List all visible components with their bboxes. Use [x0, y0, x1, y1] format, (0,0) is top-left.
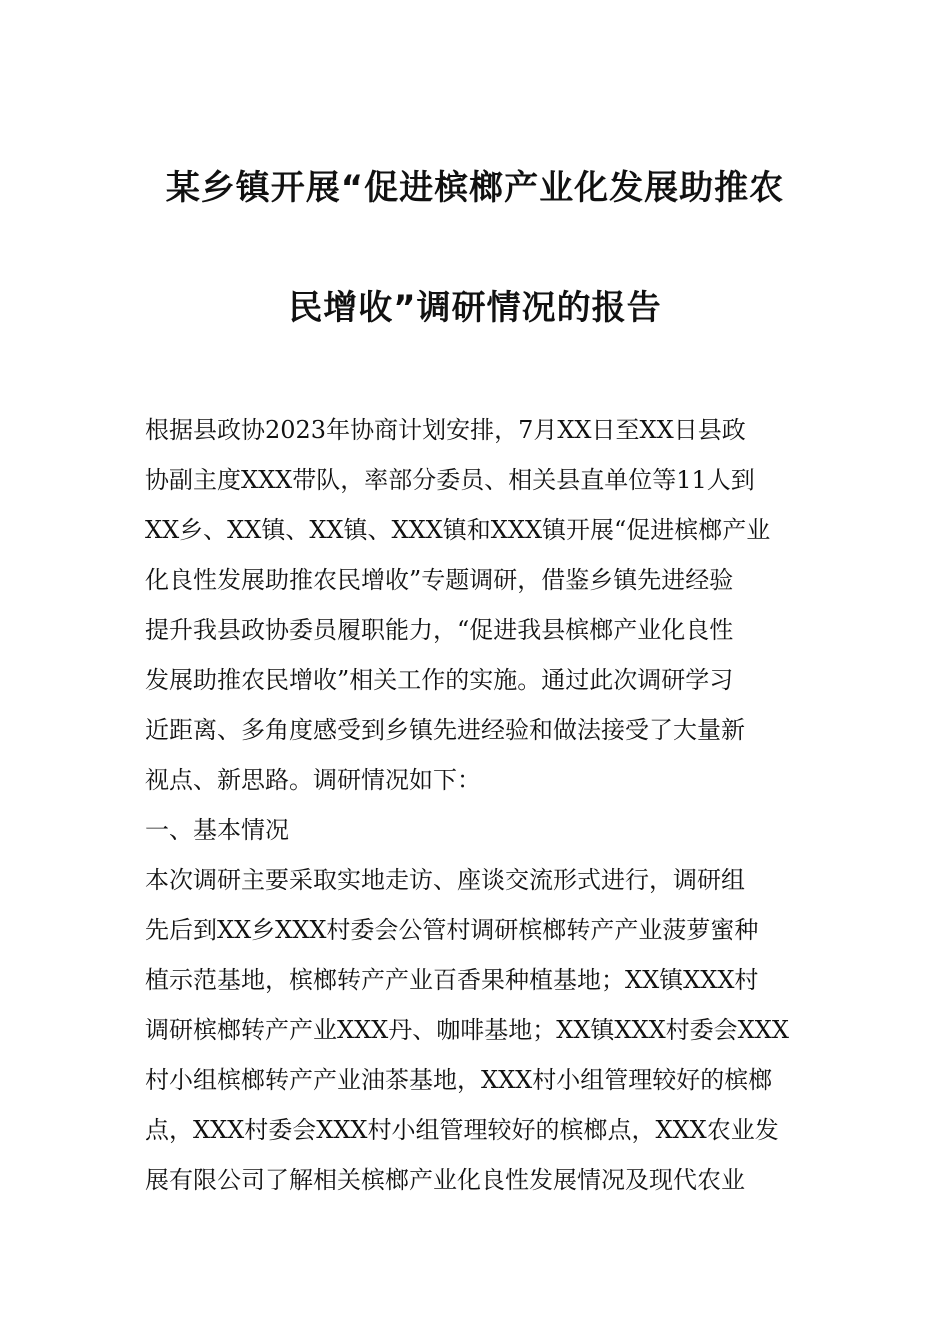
body-line: 先后到XX乡XXX村委会公管村调研槟榔转产产业菠萝蜜种: [145, 916, 759, 944]
body-line: 展有限公司了解相关槟榔产业化良性发展情况及现代农业: [145, 1166, 745, 1194]
body-line: 发展助推农民增收”相关工作的实施。通过此次调研学习: [145, 666, 734, 694]
body-line: 根据县政协2023年协商计划安排，7月XX日至XX日县政: [145, 416, 746, 444]
section-heading: 一、基本情况: [145, 816, 289, 844]
body-line: 本次调研主要采取实地走访、座谈交流形式进行，调研组: [145, 866, 745, 894]
document-title-line-2: 民增收”调研情况的报告: [288, 288, 662, 328]
body-line: XX乡、XX镇、XX镇、XXX镇和XXX镇开展“促进槟榔产业: [145, 516, 771, 544]
body-line: 村小组槟榔转产产业油茶基地，XXX村小组管理较好的槟榔: [145, 1066, 773, 1094]
body-line: 提升我县政协委员履职能力，“促进我县槟榔产业化良性: [145, 616, 734, 644]
body-line: 视点、新思路。调研情况如下：: [145, 766, 481, 794]
document-title-line-1: 某乡镇开展“促进槟榔产业化发展助推农: [165, 168, 785, 208]
body-line: 点，XXX村委会XXX村小组管理较好的槟榔点，XXX农业发: [145, 1116, 779, 1144]
body-line: 近距离、多角度感受到乡镇先进经验和做法接受了大量新: [145, 716, 745, 744]
document-body: [145, 410, 810, 1210]
body-line: 协副主度XXX带队，率部分委员、相关县直单位等11人到: [145, 466, 755, 494]
body-line: 调研槟榔转产产业XXX丹、咖啡基地；XX镇XXX村委会XXX: [145, 1016, 789, 1044]
body-line: 化良性发展助推农民增收”专题调研，借鉴乡镇先进经验: [145, 566, 734, 594]
body-line: 植示范基地，槟榔转产产业百香果种植基地；XX镇XXX村: [145, 966, 759, 994]
